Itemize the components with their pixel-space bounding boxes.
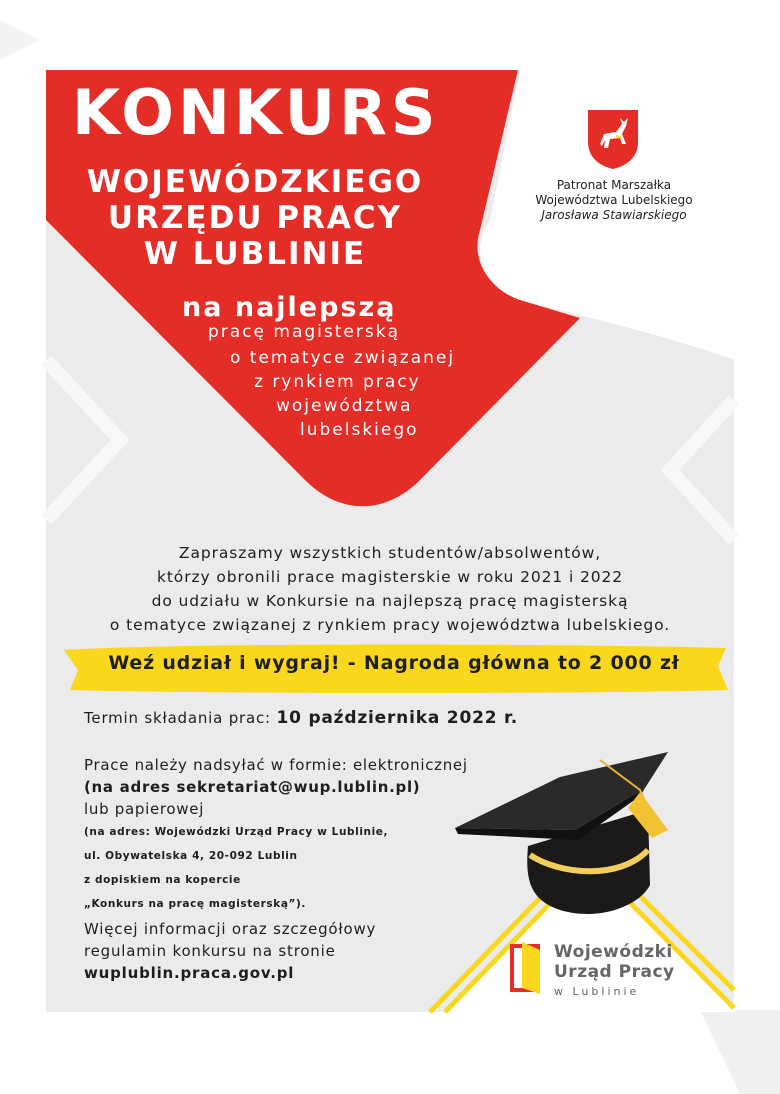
lublin-deer-crest-icon [586,108,640,170]
address-line: (na adres: Wojewódzki Urząd Pracy w Lublinie, [84,826,389,838]
invitation-line: którzy obronili prace magisterskie w roku 2021 i 2022 [156,568,624,586]
contest-title: KONKURS [72,76,440,149]
subtitle-line: z rynkiem pracy [254,372,421,392]
invitation-line: do udziału w Konkursie na najlepszą pracę magisterską [151,592,629,610]
organizer-line: URZĘDU PRACY [107,200,403,236]
patronage-line: Województwa Lubelskiego [535,193,693,207]
more-info-line: regulamin konkursu na stronie [84,942,336,960]
deadline-label: Termin składania prac: [84,709,271,727]
submission-line: Prace należy nadsyłać w formie: elektronicznej [84,756,468,774]
address-line: „Konkurs na pracę magisterską”). [84,898,306,910]
prize-banner: Weź udział i wygraj! - Nagroda główna to 2 000 zł [108,652,680,674]
more-info-line: Więcej informacji oraz szczegółowy [84,920,377,938]
wup-logo-line: w Lublinie [554,985,640,998]
submission-line: lub papierowej [84,800,205,818]
organizer-line: W LUBLINIE [143,236,367,272]
patronage-info [526,178,702,223]
subtitle-line: lubelskiego [300,420,419,440]
subtitle-line: o tematyce związanej [230,348,456,368]
website-link[interactable]: wuplublin.praca.gov.pl [84,964,295,982]
wup-logo-line: Wojewódzki [554,942,673,962]
address-line: ul. Obywatelska 4, 20-092 Lublin [84,850,298,862]
more-info [84,918,376,984]
patronage-line: Patronat Marszałka [556,178,672,192]
wup-logo-line: Urząd Pracy [554,962,675,982]
wup-logo-icon [510,940,544,994]
patron-name: Jarosława Stawiarskiego [541,208,687,222]
deadline [84,708,518,728]
organizer-line: WOJEWÓDZKIEGO [86,164,424,200]
organizer-name [60,164,450,272]
wup-logo-text [554,942,675,1002]
subtitle-line: pracę magisterską [208,322,400,342]
submission-info [84,754,544,916]
invitation-line: o tematyce związanej z rynkiem pracy województwa lubelskiego. [109,616,671,634]
address-line: z dopiskiem na kopercie [84,874,241,886]
submission-email: (na adres sekretariat@wup.lublin.pl) [84,778,421,796]
invitation-line: Zapraszamy wszystkich studentów/absolwentów, [178,544,602,562]
subtitle-line: województwa [276,396,413,416]
subtitle-lead: na najlepszą [182,292,397,323]
deadline-date: 10 października 2022 r. [276,708,519,728]
invitation-text [40,541,740,637]
